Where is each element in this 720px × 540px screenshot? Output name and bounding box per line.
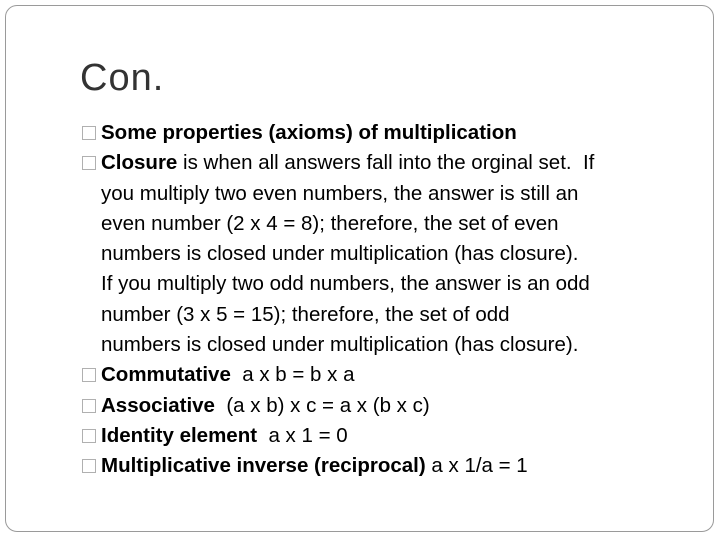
closure-line-4: numbers is closed under multiplication (has closure).: [101, 242, 579, 266]
bullet-inverse: [80, 451, 700, 481]
closure-line-6: number (3 x 5 = 15); therefore, the set of odd: [101, 302, 510, 326]
bullet-identity-bold: Identity element: [101, 423, 258, 447]
bullet-identity-text: a x 1 = 0: [257, 423, 348, 447]
bullet-closure-bold: Closure: [101, 151, 178, 175]
bullet-commutative-bold: Commutative: [101, 363, 231, 387]
bullet-list: [80, 118, 700, 482]
bullet-square-icon: [82, 156, 96, 170]
closure-line-7: numbers is closed under multiplication (has closure).: [101, 333, 579, 357]
bullet-commutative-text: a x b = b x a: [230, 363, 355, 387]
bullet-square-icon: [82, 429, 96, 443]
bullet-associative: [80, 391, 700, 421]
bullet-square-icon: [82, 459, 96, 473]
bullet-inverse-text: a x 1/a = 1: [425, 454, 528, 478]
bullet-properties-bold: Some properties (axioms) of multiplication: [101, 121, 517, 144]
closure-line-5: If you multiply two odd numbers, the answer is an odd: [101, 272, 590, 296]
slide-title: Con.: [80, 57, 165, 99]
bullet-square-icon: [82, 368, 96, 382]
closure-line-2: you multiply two even numbers, the answer is still an: [101, 181, 579, 205]
bullet-identity: [80, 421, 700, 451]
closure-line-3: even number (2 x 4 = 8); therefore, the set of even: [101, 211, 559, 235]
bullet-associative-bold: Associative: [101, 393, 215, 417]
bullet-properties: [80, 118, 700, 148]
bullet-closure: [80, 148, 700, 360]
bullet-inverse-bold: Multiplicative inverse (reciprocal): [101, 454, 426, 478]
bullet-associative-text: (a x b) x c = a x (b x c): [214, 393, 430, 417]
bullet-commutative: [80, 360, 700, 390]
bullet-square-icon: [82, 399, 96, 413]
bullet-square-icon: [82, 126, 96, 140]
closure-line-1: is when all answers fall into the orginal set. If: [177, 151, 595, 175]
